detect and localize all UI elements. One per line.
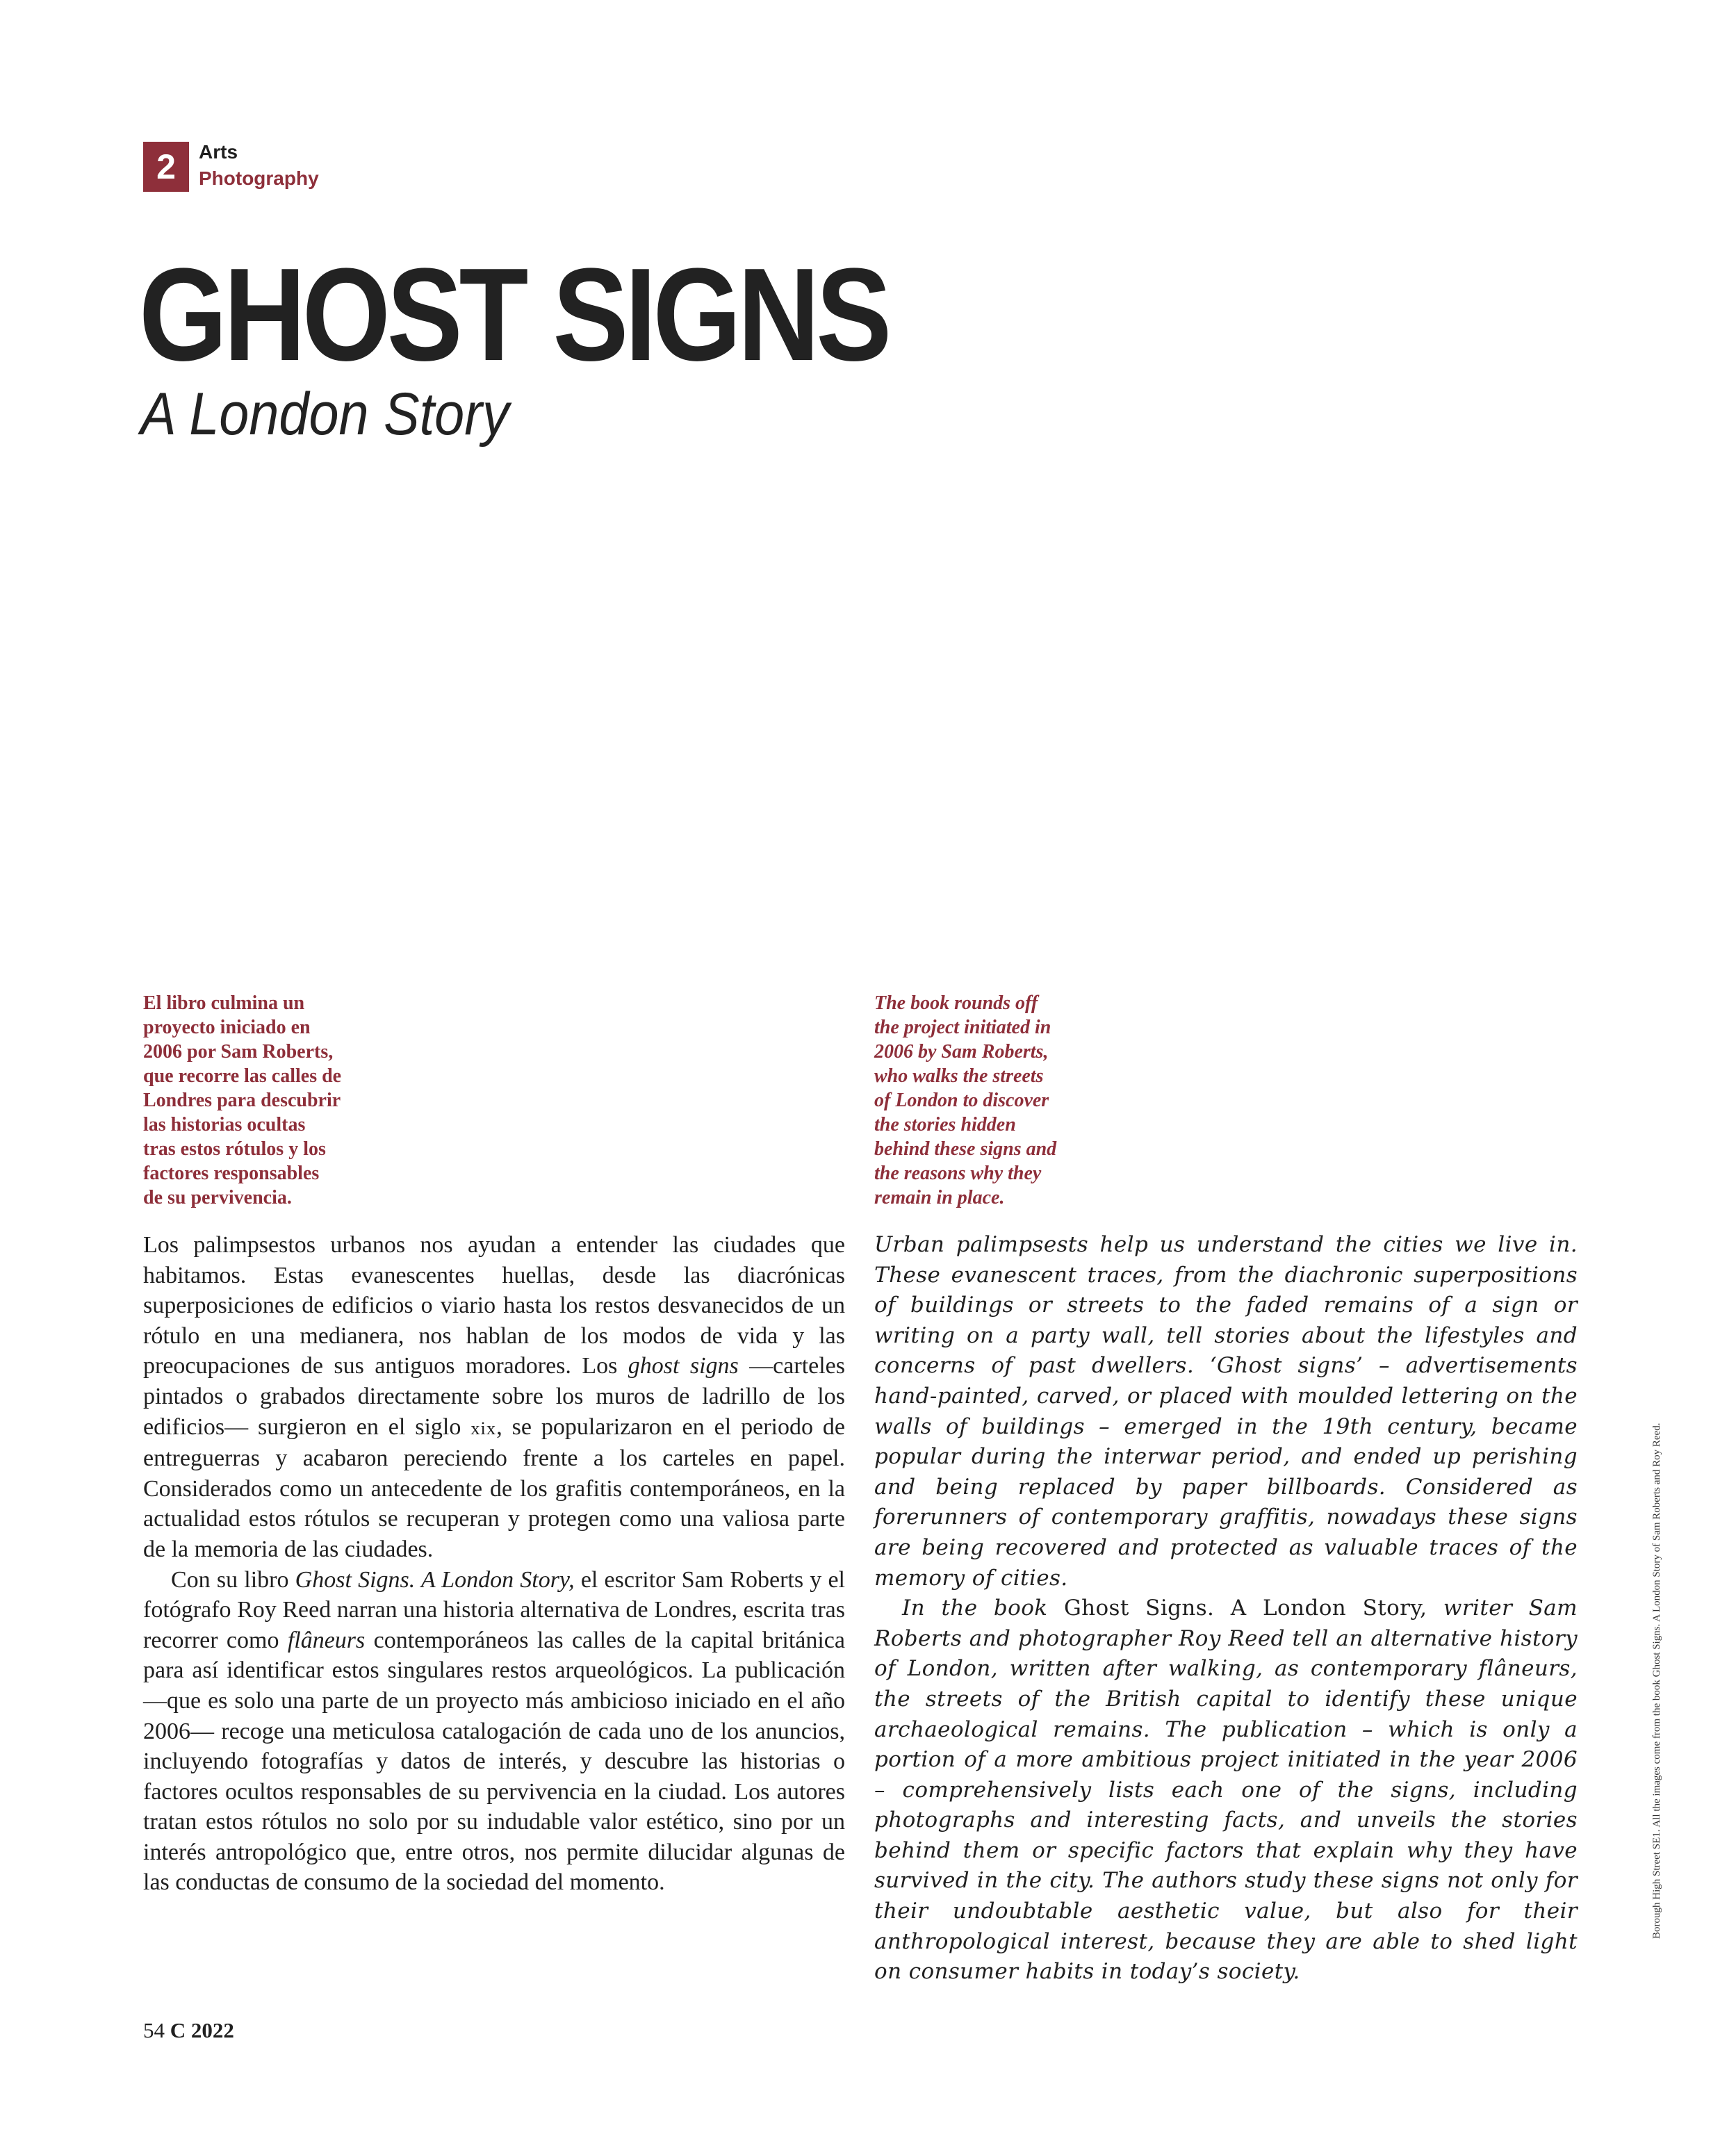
article-title: GHOST SIGNS xyxy=(139,241,889,388)
page-number: 54 xyxy=(143,2018,165,2042)
caption-line: behind these signs and xyxy=(874,1138,1057,1160)
section-category: Arts xyxy=(199,141,238,163)
issue-label: C 2022 xyxy=(170,2018,234,2042)
caption-line: the reasons why they xyxy=(874,1163,1042,1184)
caption-line: que recorre las calles de xyxy=(143,1065,342,1087)
body-column-spanish xyxy=(143,1230,845,1898)
text-run: contemporáneos las calles de la capital británica para así identificar estos singulares restos arqueológicos. La publicación —que es solo una parte de un proyecto más ambicioso iniciado en el año 2006— recoge una meticulosa catalogación de cada uno de los anuncios, incluyendo fotografías y datos de interés, y descubre las historias o factores ocultos responsables de su pervivencia en la ciudad. Los autores tratan estos rótulos no solo por su indudable valor estético, sino por un interés antropológico que, entre otros, nos permite dilucidar algunas de las conductas de consumo de la sociedad del momento. xyxy=(143,1627,845,1896)
body-paragraph xyxy=(143,1230,845,1565)
text-run: writer Sam Roberts and photographer Roy Reed tell an alternative history of London, written after walking, as contemporary flâneurs, the streets of the British capital to identify these unique archaeological remains. The publication – which is only a portion of a more ambitious project initiated in the year 2006 – comprehensively lists each one of the signs, including photographs and interesting facts, and unveils the stories behind them or specific factors that explain why they have survived in the city. The authors study these signs not only for their undoubtable aesthetic value, but also for their anthropological interest, because they are able to shed light on consumer habits in today’s society. xyxy=(874,1596,1578,1985)
section-number: 2 xyxy=(143,142,189,192)
text-run: In the book xyxy=(902,1596,1064,1621)
caption-line: the stories hidden xyxy=(874,1114,1016,1136)
caption-line: de su pervivencia. xyxy=(143,1187,292,1208)
text-run-roman: Ghost Signs. A London Story, xyxy=(1063,1596,1427,1621)
text-run-smallcaps: xix xyxy=(470,1417,497,1438)
caption-line: proyecto iniciado en xyxy=(143,1017,311,1038)
section-subcategory: Photography xyxy=(199,167,319,189)
body-paragraph xyxy=(874,1593,1578,1987)
page-folio xyxy=(143,2018,234,2043)
caption-english xyxy=(874,991,1056,1210)
caption-line: of London to discover xyxy=(874,1090,1049,1111)
article-subtitle: A London Story xyxy=(140,381,509,448)
caption-line: The book rounds off xyxy=(874,992,1038,1014)
caption-line: factores responsables xyxy=(143,1163,320,1184)
caption-line: 2006 por Sam Roberts, xyxy=(143,1041,334,1063)
body-paragraph xyxy=(143,1565,845,1899)
text-run: el escritor Sam Roberts y el fotógrafo Roy Reed narran una historia alternativa de Londres, escrita tras recorrer como xyxy=(143,1566,845,1653)
text-run: Los palimpsestos urbanos nos ayudan a entender las ciudades que habitamos. Estas evanescentes huellas, desde las diacrónicas superposiciones de edificios o viario hasta los restos desvanecidos de un rótulo en una medianera, nos hablan de los modos de vida y las preocupaciones de sus antiguos moradores. Los xyxy=(143,1232,845,1379)
photo-credit: Borough High Street SE1. All the images come from the book Ghost Signs. A London Story of Sam Roberts and Roy Reed. xyxy=(1651,1423,1662,1939)
caption-line: 2006 by Sam Roberts, xyxy=(874,1041,1049,1063)
body-column-english xyxy=(874,1230,1578,1987)
text-run-italic: Ghost Signs. A London Story, xyxy=(295,1566,575,1593)
caption-line: Londres para descubrir xyxy=(143,1090,341,1111)
caption-line: the project initiated in xyxy=(874,1017,1051,1038)
caption-line: who walks the streets xyxy=(874,1065,1044,1087)
caption-line: tras estos rótulos y los xyxy=(143,1138,326,1160)
caption-line: las historias ocultas xyxy=(143,1114,306,1136)
text-run: , se popularizaron en el periodo de entreguerras y acabaron pereciendo frente a los carteles en papel. Considerados como un antecedente de los grafitis contemporáneos, en la actualidad estos rótulos se recuperan y protegen como una valiosa parte de la memoria de las ciudades. xyxy=(143,1413,845,1562)
caption-line: remain in place. xyxy=(874,1187,1005,1208)
text-run: Con su libro xyxy=(171,1566,295,1593)
caption-spanish xyxy=(143,991,341,1210)
caption-line: El libro culmina un xyxy=(143,992,305,1014)
body-paragraph: Urban palimpsests help us understand the cities we live in. These evanescent traces, from the diachronic superpositions of buildings or streets to the faded remains of a sign or writing on a party wall, tell stories about the lifestyles and concerns of past dwellers. ‘Ghost signs’ – advertisements hand-painted, carved, or placed with moulded lettering on the walls of buildings – emerged in the 19th century, became popular during the interwar period, and ended up perishing and being replaced by paper billboards. Considered as forerunners of contemporary graffitis, nowadays these signs are being recovered and protected as valuable traces of the memory of cities. xyxy=(874,1232,1578,1591)
text-run-italic: flâneurs xyxy=(287,1627,366,1653)
text-run-italic: ghost signs xyxy=(628,1353,739,1379)
text-run: —carteles pintados o grabados directamente sobre los muros de ladrillo de los edificios— surgieron en el siglo xyxy=(143,1353,845,1440)
